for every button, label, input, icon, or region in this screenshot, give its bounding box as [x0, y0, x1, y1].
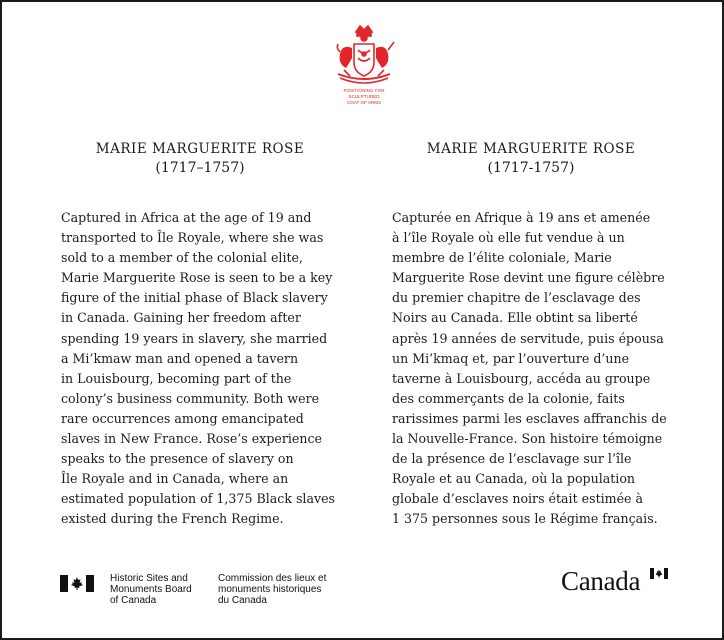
org-name-english: Historic Sites and Monuments Board of Canada: [110, 573, 192, 606]
coat-of-arms-icon: [330, 22, 398, 114]
english-dates: (1717–1757): [155, 160, 245, 176]
coat-placeholder-line-3: COAT OF ARMS: [346, 100, 382, 105]
french-dates: (1717-1757): [487, 160, 575, 176]
canada-wordmark: [561, 564, 671, 598]
french-body: Capturée en Afrique à 19 ans et amenée à l’île Royale où elle fut vendue à un membre de l’élite coloniale, Marie Marguerite Rose devint une figure célèbre du premier chapitre de l’esclavage des Noirs au Canada. Elle obtint sa liberté après 19 années de servitude, puis épousa un Mi’kmaq et, par l’ouverture d’une taverne à Louisbourg, accéda au groupe des commerçants de la colonie, faits rarissimes parmi les esclaves affranchis de la Nouvelle-France. Son histoire témoigne de la présence de l’esclavage sur l’île Royale et au Canada, où la population globale d’esclaves noirs était estimée à 1 375 personnes sous le Régime français.: [392, 210, 667, 527]
french-title: MARIE MARGUERITE ROSE: [426, 141, 636, 157]
canada-wordmark-text: Canada: [561, 566, 641, 596]
org-name-french: Commission des lieux et monuments historiques du Canada: [218, 573, 327, 606]
coat-placeholder-line-1: POSITIONING FOR: [343, 88, 385, 93]
french-column: [392, 140, 670, 530]
canada-flag-icon: [60, 575, 94, 592]
english-title: MARIE MARGUERITE ROSE: [95, 141, 305, 157]
english-body: Captured in Africa at the age of 19 and transported to Île Royale, where she was sold to a member of the colonial elite, Marie Marguerite Rose is seen to be a key figure of the initial phase of Black slavery in Canada. Gaining her freedom after spending 19 years in slavery, she married a Mi’kmaw man and opened a tavern in Louisbourg, becoming part of the colony’s business community. Both were rare occurrences among emancipated slaves in New France. Rose’s experience speaks to the presence of slavery on Île Royale and in Canada, where an estimated population of 1,375 Black slaves existed during the French Regime.: [61, 210, 335, 527]
english-column: [61, 140, 339, 530]
wordmark-flag-icon: [650, 568, 668, 579]
coat-placeholder-line-2: SCULPTURED: [348, 94, 380, 99]
